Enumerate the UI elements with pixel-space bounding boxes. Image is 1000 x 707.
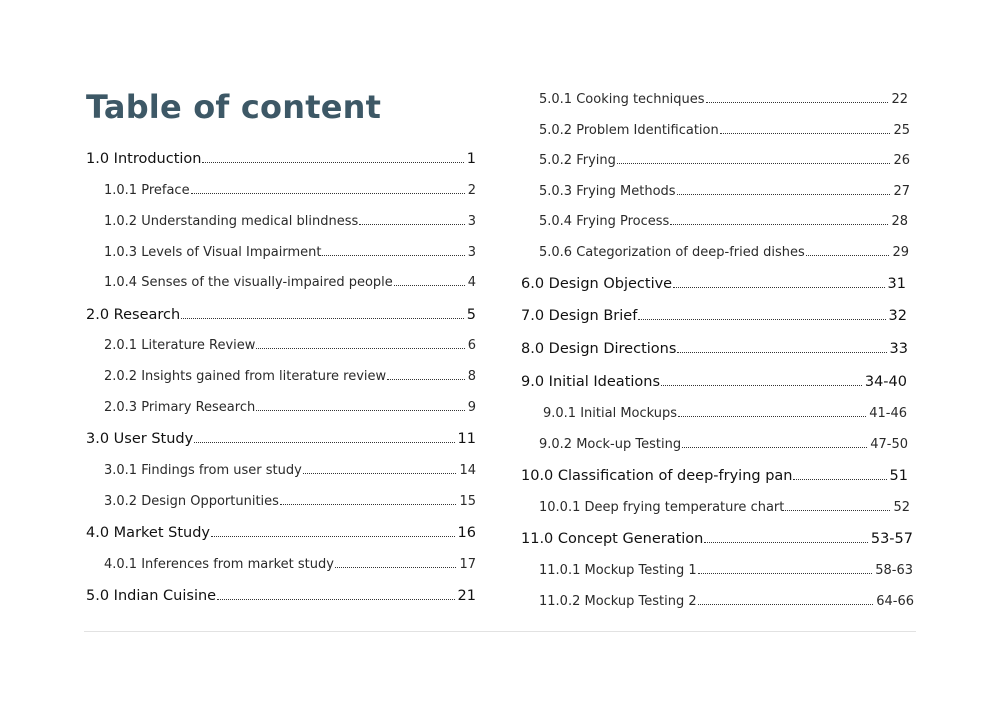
dot-leader [359, 224, 464, 225]
dot-leader [661, 385, 862, 386]
toc-entry-title: 4.0 Market Study [86, 525, 210, 541]
toc-entry-title: 2.0.1 Literature Review [104, 338, 256, 353]
toc-entry-title: 1.0.2 Understanding medical blindness [104, 214, 359, 229]
dot-leader [704, 542, 867, 543]
toc-entry [521, 337, 908, 357]
toc-entry-title: 1.0.3 Levels of Visual Impairment [104, 245, 322, 260]
toc-entry-page: 26 [893, 153, 910, 168]
toc-entry-title: 2.0.3 Primary Research [104, 400, 256, 415]
toc-entry-title: 3.0.2 Design Opportunities [104, 494, 279, 509]
toc-entry-title: 1.0 Introduction [86, 151, 202, 167]
toc-entry-page: 8 [467, 369, 476, 384]
toc-entry-title: 1.0.4 Senses of the visually-impaired people [104, 275, 393, 290]
toc-entry-page: 6 [467, 338, 476, 353]
toc-entry [104, 395, 476, 415]
toc-entry-title: 8.0 Design Directions [521, 341, 677, 357]
dot-leader [335, 567, 457, 568]
toc-entry [86, 147, 476, 167]
toc-entry-title: 11.0 Concept Generation [521, 531, 704, 547]
toc-entry-title: 3.0 User Study [86, 431, 194, 447]
toc-entry-title: 6.0 Design Objective [521, 276, 673, 292]
toc-entry [104, 178, 476, 198]
dot-leader [322, 255, 464, 256]
toc-entry-page: 53-57 [870, 531, 913, 547]
toc-entry [539, 558, 913, 578]
toc-entry-page: 14 [459, 463, 476, 478]
dot-leader [394, 285, 465, 286]
toc-entry-page: 34-40 [864, 374, 907, 390]
toc-entry-page: 27 [893, 184, 910, 199]
toc-entry-page: 3 [467, 245, 476, 260]
toc-entry [104, 240, 476, 260]
toc-entry-page: 4 [467, 275, 476, 290]
toc-entry [521, 464, 908, 484]
toc-entry-title: 5.0 Indian Cuisine [86, 588, 217, 604]
toc-entry [104, 270, 476, 290]
toc-entry-title: 5.0.1 Cooking techniques [539, 92, 705, 107]
toc-entry [104, 458, 476, 478]
toc-entry-page: 17 [459, 557, 476, 572]
toc-entry-page: 15 [459, 494, 476, 509]
toc-entry-title: 2.0 Research [86, 307, 181, 323]
toc-entry [104, 489, 476, 509]
toc-entry-page: 25 [893, 123, 910, 138]
toc-entry-title: 3.0.1 Findings from user study [104, 463, 302, 478]
dot-leader [806, 255, 890, 256]
toc-entry [521, 370, 907, 390]
toc-entry [104, 552, 476, 572]
dot-leader [677, 194, 891, 195]
dot-leader [303, 473, 457, 474]
dot-leader [202, 162, 463, 163]
toc-entry [86, 427, 476, 447]
toc-entry-title: 9.0.2 Mock-up Testing [539, 437, 682, 452]
dot-leader [673, 287, 884, 288]
toc-entry-title: 4.0.1 Inferences from market study [104, 557, 334, 572]
dot-leader [677, 352, 886, 353]
dot-leader [793, 479, 886, 480]
toc-entry-title: 2.0.2 Insights gained from literature review [104, 369, 387, 384]
toc-entry-page: 28 [891, 214, 908, 229]
dot-leader [256, 410, 465, 411]
toc-entry-page: 32 [888, 308, 907, 324]
toc-entry [521, 272, 906, 292]
toc-entry [521, 527, 913, 547]
page-title: Table of content [86, 88, 382, 126]
toc-entry-title: 5.0.2 Frying [539, 153, 616, 168]
dot-leader [181, 318, 464, 319]
toc-entry [104, 209, 476, 229]
toc-entry-title: 7.0 Design Brief [521, 308, 638, 324]
dot-leader [280, 504, 457, 505]
dot-leader [217, 599, 454, 600]
toc-entry-page: 58-63 [875, 563, 913, 578]
toc-entry [539, 148, 910, 168]
toc-entry-title: 5.0.2 Problem Identification [539, 123, 719, 138]
toc-entry [539, 495, 910, 515]
toc-entry-page: 33 [889, 341, 908, 357]
dot-leader [194, 442, 454, 443]
dot-leader [698, 573, 873, 574]
toc-entry-page: 1 [466, 151, 476, 167]
toc-entry-page: 3 [467, 214, 476, 229]
toc-entry [539, 118, 910, 138]
toc-entry [104, 333, 476, 353]
toc-entry-page: 5 [466, 307, 476, 323]
dot-leader [698, 604, 874, 605]
toc-entry [86, 303, 476, 323]
dot-leader [191, 193, 465, 194]
toc-entry [104, 364, 476, 384]
toc-entry-title: 9.0 Initial Ideations [521, 374, 661, 390]
dot-leader [678, 416, 866, 417]
toc-entry [539, 87, 908, 107]
toc-entry-page: 16 [457, 525, 476, 541]
toc-entry-page: 21 [457, 588, 476, 604]
toc-entry [86, 584, 476, 604]
toc-entry-page: 22 [891, 92, 908, 107]
toc-entry-page: 31 [887, 276, 906, 292]
toc-entry [539, 209, 908, 229]
toc-entry-page: 41-46 [869, 406, 907, 421]
dot-leader [682, 447, 867, 448]
toc-entry-page: 29 [892, 245, 909, 260]
toc-entry [539, 240, 909, 260]
toc-entry [86, 521, 476, 541]
footer-divider [84, 631, 916, 632]
toc-entry-page: 47-50 [870, 437, 908, 452]
dot-leader [256, 348, 464, 349]
toc-entry-title: 11.0.1 Mockup Testing 1 [539, 563, 697, 578]
toc-entry-title: 5.0.4 Frying Process [539, 214, 670, 229]
toc-entry-title: 11.0.2 Mockup Testing 2 [539, 594, 697, 609]
dot-leader [785, 510, 890, 511]
toc-entry [539, 589, 914, 609]
dot-leader [617, 163, 891, 164]
dot-leader [706, 102, 889, 103]
toc-entry-page: 9 [467, 400, 476, 415]
toc-entry-title: 9.0.1 Initial Mockups [543, 406, 678, 421]
toc-entry [539, 432, 908, 452]
toc-entry-page: 64-66 [876, 594, 914, 609]
toc-entry-title: 10.0 Classification of deep-frying pan [521, 468, 793, 484]
toc-entry [521, 304, 907, 324]
dot-leader [638, 319, 885, 320]
toc-entry [539, 179, 910, 199]
toc-entry-page: 2 [467, 183, 476, 198]
dot-leader [211, 536, 455, 537]
toc-entry-page: 11 [457, 431, 476, 447]
toc-entry-title: 5.0.6 Categorization of deep-fried dishes [539, 245, 805, 260]
dot-leader [670, 224, 888, 225]
dot-leader [387, 379, 465, 380]
toc-entry [543, 401, 907, 421]
toc-entry-page: 52 [893, 500, 910, 515]
toc-entry-title: 1.0.1 Preface [104, 183, 190, 198]
toc-entry-title: 5.0.3 Frying Methods [539, 184, 676, 199]
toc-entry-page: 51 [889, 468, 908, 484]
toc-entry-title: 10.0.1 Deep frying temperature chart [539, 500, 785, 515]
dot-leader [720, 133, 891, 134]
